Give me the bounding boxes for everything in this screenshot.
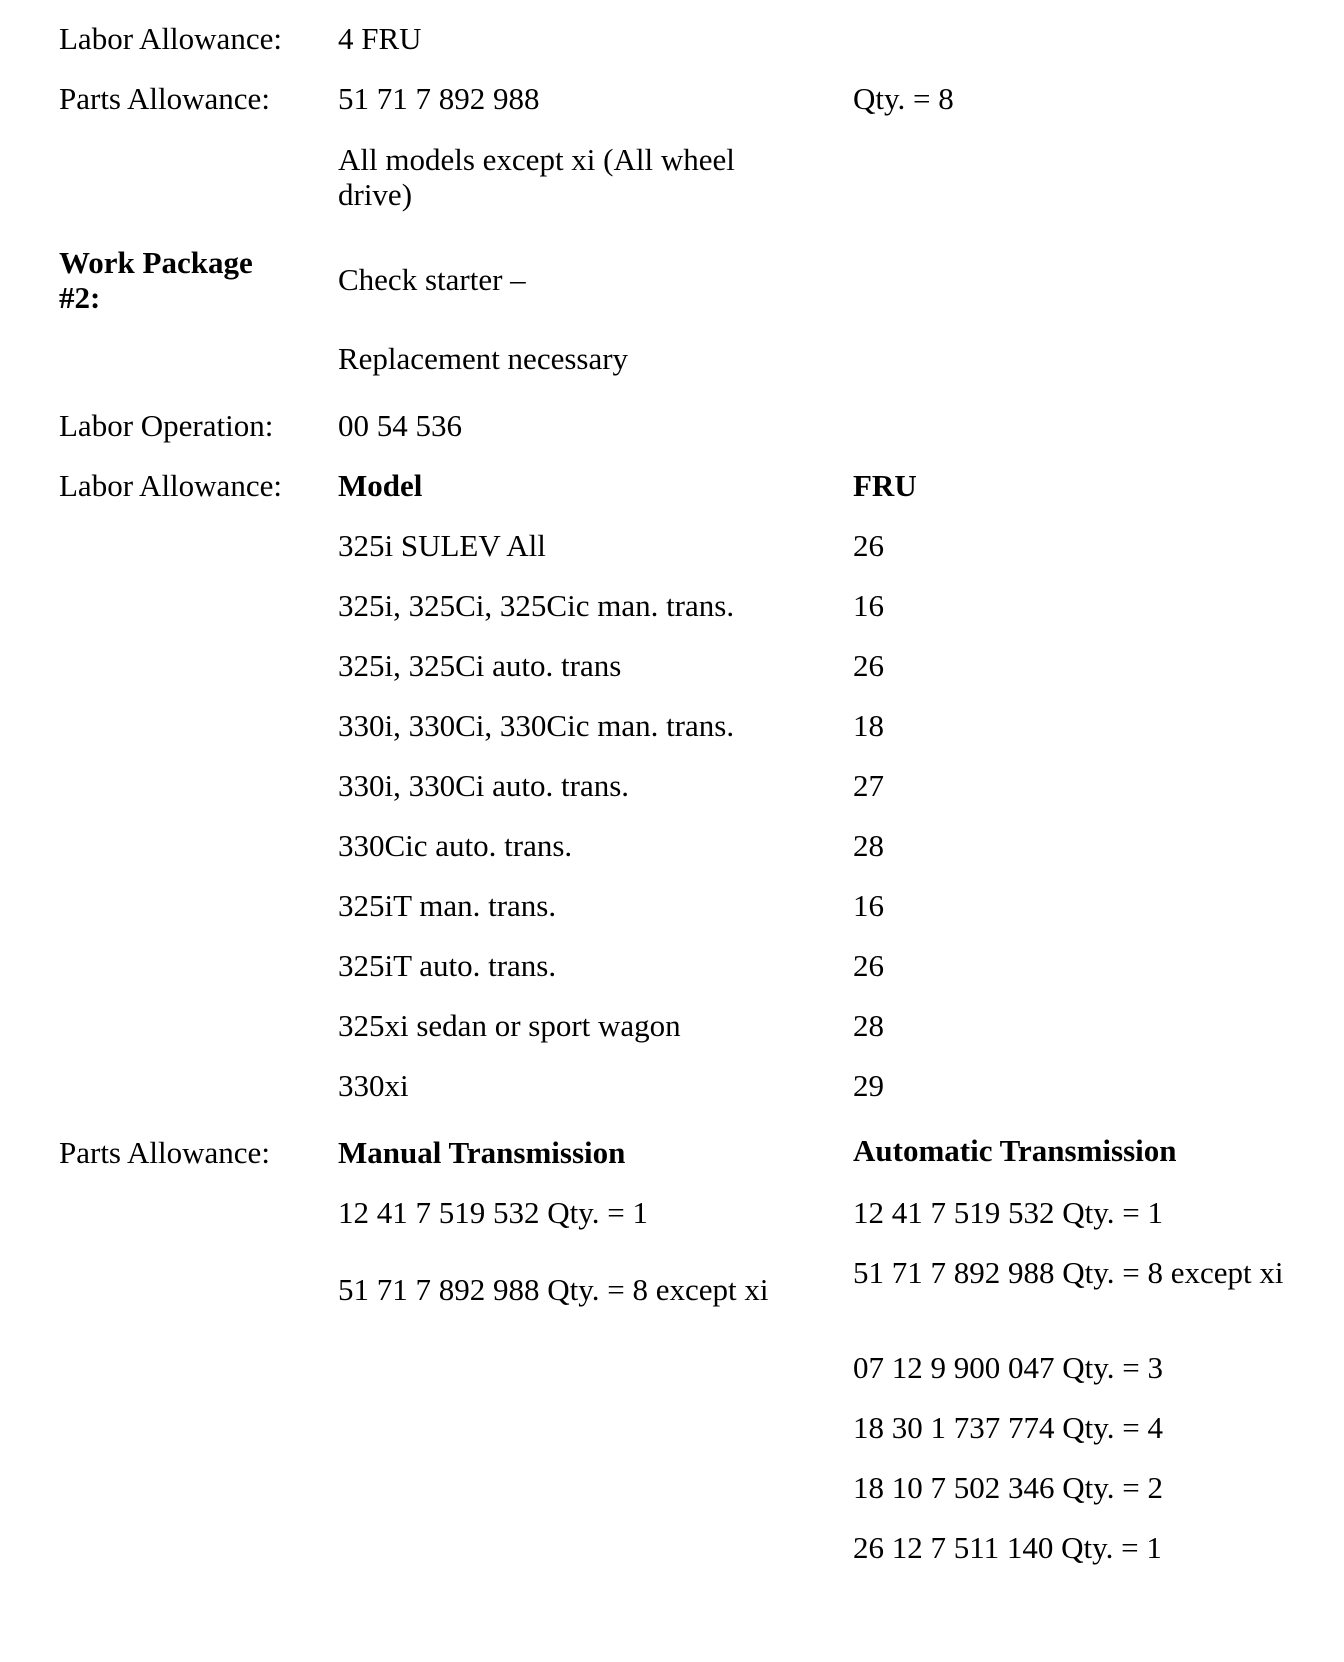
table-row-model: 325iT man. trans. xyxy=(338,888,557,923)
table-row-model: 325i, 325Ci, 325Cic man. trans. xyxy=(338,588,735,623)
labor-allowance-value: 4 FRU xyxy=(338,21,422,56)
table-row-fru: 16 xyxy=(853,888,884,923)
automatic-part-item: 51 71 7 892 988 Qty. = 8 except xi xyxy=(853,1255,1284,1290)
table-row-model: 325i, 325Ci auto. trans xyxy=(338,648,622,683)
manual-part-item: 12 41 7 519 532 Qty. = 1 xyxy=(338,1195,648,1230)
automatic-part-item: 18 10 7 502 346 Qty. = 2 xyxy=(853,1470,1163,1505)
automatic-part-item: 12 41 7 519 532 Qty. = 1 xyxy=(853,1195,1163,1230)
labor-allowance-table-label: Labor Allowance: xyxy=(59,468,282,503)
table-row-fru: 18 xyxy=(853,708,884,743)
table-row-model: 325i SULEV All xyxy=(338,528,546,563)
automatic-part-item: 18 30 1 737 774 Qty. = 4 xyxy=(853,1410,1163,1445)
table-row-model: 330i, 330Ci auto. trans. xyxy=(338,768,630,803)
table-row-model: 325xi sedan or sport wagon xyxy=(338,1008,681,1043)
model-header: Model xyxy=(338,468,423,503)
automatic-part-item: 07 12 9 900 047 Qty. = 3 xyxy=(853,1350,1163,1385)
table-row-fru: 28 xyxy=(853,828,884,863)
table-row-fru: 26 xyxy=(853,528,884,563)
table-row-model: 325iT auto. trans. xyxy=(338,948,557,983)
parts-allowance-label: Parts Allowance: xyxy=(59,81,270,116)
parts-allowance-note: All models except xi (All wheel drive) xyxy=(338,142,735,213)
table-row-model: 330xi xyxy=(338,1068,409,1103)
table-row-model: 330Cic auto. trans. xyxy=(338,828,573,863)
automatic-part-item: 26 12 7 511 140 Qty. = 1 xyxy=(853,1530,1162,1565)
table-row-fru: 16 xyxy=(853,588,884,623)
table-row-fru: 28 xyxy=(853,1008,884,1043)
work-package-subtitle: Replacement necessary xyxy=(338,341,629,376)
automatic-transmission-header: Automatic Transmission xyxy=(853,1133,1177,1168)
table-row-fru: 27 xyxy=(853,768,884,803)
labor-operation-label: Labor Operation: xyxy=(59,408,274,443)
fru-header: FRU xyxy=(853,468,917,503)
work-package-title: Check starter – xyxy=(338,262,526,297)
parts-allowance-qty: Qty. = 8 xyxy=(853,81,954,116)
work-package-label: Work Package #2: xyxy=(59,245,253,316)
parts-allowance-number: 51 71 7 892 988 xyxy=(338,81,540,116)
labor-allowance-label: Labor Allowance: xyxy=(59,21,282,56)
table-row-model: 330i, 330Ci, 330Cic man. trans. xyxy=(338,708,735,743)
manual-part-item: 51 71 7 892 988 Qty. = 8 except xi xyxy=(338,1272,769,1307)
table-row-fru: 26 xyxy=(853,948,884,983)
manual-transmission-header: Manual Transmission xyxy=(338,1135,626,1170)
table-row-fru: 26 xyxy=(853,648,884,683)
parts-allowance-table-label: Parts Allowance: xyxy=(59,1135,270,1170)
table-row-fru: 29 xyxy=(853,1068,884,1103)
labor-operation-value: 00 54 536 xyxy=(338,408,462,443)
